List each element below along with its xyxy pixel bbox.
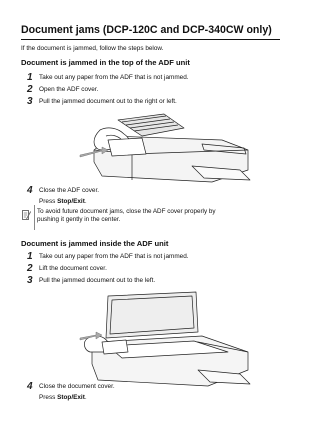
section-2-heading: Document is jammed inside the ADF unit [21, 239, 169, 248]
note-pencil-icon [22, 210, 31, 221]
section-2-press-instruction: Press Stop/Exit. [39, 394, 87, 401]
title-rule [21, 39, 280, 40]
step-text: Open the ADF cover. [39, 86, 99, 93]
stop-exit-key: Stop/Exit [57, 394, 85, 401]
intro-text: If the document is jammed, follow the steps below. [21, 45, 164, 52]
step-number: 2 [27, 263, 33, 274]
section-1-press-instruction: Press Stop/Exit. [39, 198, 87, 205]
step-text: Close the document cover. [39, 383, 115, 390]
step-number: 4 [27, 381, 33, 392]
section-1-heading: Document is jammed in the top of the ADF unit [21, 58, 190, 67]
step-number: 1 [27, 72, 33, 83]
page-title: Document jams (DCP-120C and DCP-340CW only) [21, 24, 272, 36]
step-number: 3 [27, 275, 33, 286]
step-text: Lift the document cover. [39, 265, 107, 272]
step-text: Pull the jammed document out to the left. [39, 277, 156, 284]
step-number: 4 [27, 185, 33, 196]
adf-top-jam-illustration [72, 110, 252, 184]
note-box [21, 208, 281, 232]
step-text: Take out any paper from the ADF that is not jammed. [39, 74, 189, 81]
stop-exit-key: Stop/Exit [57, 198, 85, 205]
step-text: Take out any paper from the ADF that is not jammed. [39, 253, 189, 260]
step-number: 1 [27, 251, 33, 262]
step-text: Close the ADF cover. [39, 187, 100, 194]
step-number: 2 [27, 84, 33, 95]
step-text: Pull the jammed document out to the right or left. [39, 98, 177, 105]
step-number: 3 [27, 96, 33, 107]
note-text: To avoid future document jams, close the ADF cover properly by pushing it gently in the center. [37, 208, 216, 223]
note-divider [34, 205, 35, 230]
adf-inside-jam-illustration [78, 290, 254, 388]
